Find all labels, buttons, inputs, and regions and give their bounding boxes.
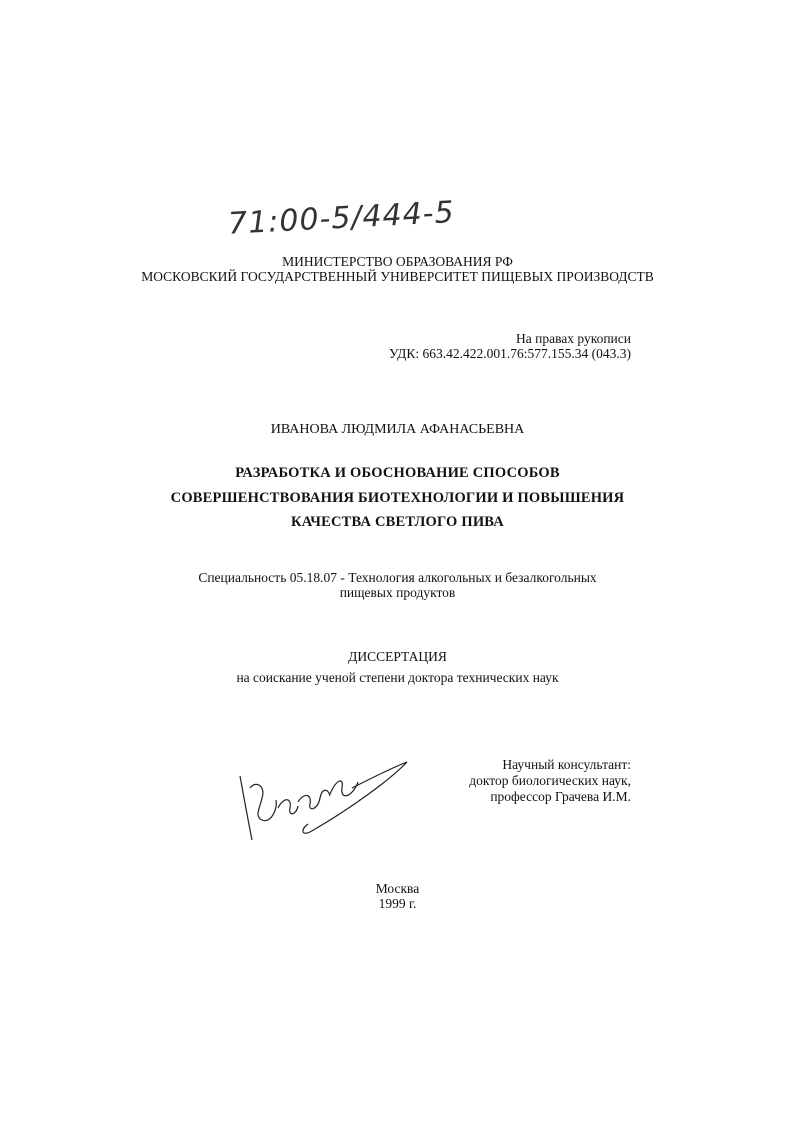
university-title: МОСКОВСКИЙ ГОСУДАРСТВЕННЫЙ УНИВЕРСИТЕТ ПИЩЕВЫХ ПРОИЗВОДСТВ [141,269,654,284]
title-line-1: РАЗРАБОТКА И ОБОСНОВАНИЕ СПОСОБОВ [235,465,560,481]
ministry-title: МИНИСТЕРСТВО ОБРАЗОВАНИЯ РФ [282,254,513,269]
udk-code: УДК: 663.42.422.001.76:577.155.34 (043.3) [388,346,631,361]
author-signature [232,758,412,848]
dissertation-label: ДИССЕРТАЦИЯ [348,649,447,664]
title-line-2: СОВЕРШЕНСТВОВАНИЯ БИОТЕХНОЛОГИИ И ПОВЫШЕНИЯ [170,490,625,506]
title-line-3: КАЧЕСТВА СВЕТЛОГО ПИВА [291,514,504,530]
manuscript-note: На правах рукописи [515,331,631,346]
city: Москва [375,881,420,896]
specialty-line-2: пищевых продуктов [339,585,456,600]
consultant-name: профессор Грачева И.М. [490,789,631,804]
dissertation-purpose: на соискание ученой степени доктора технических наук [236,670,559,685]
archive-code: 71:00-5/444-5 [227,194,456,242]
author-name: ИВАНОВА ЛЮДМИЛА АФАНАСЬЕВНА [270,422,525,437]
specialty-line-1: Специальность 05.18.07 - Технология алкогольных и безалкогольных [198,570,597,585]
consultant-label: Научный консультант: [502,757,631,772]
consultant-degree: доктор биологических наук, [469,773,631,788]
year: 1999 г. [378,896,417,911]
